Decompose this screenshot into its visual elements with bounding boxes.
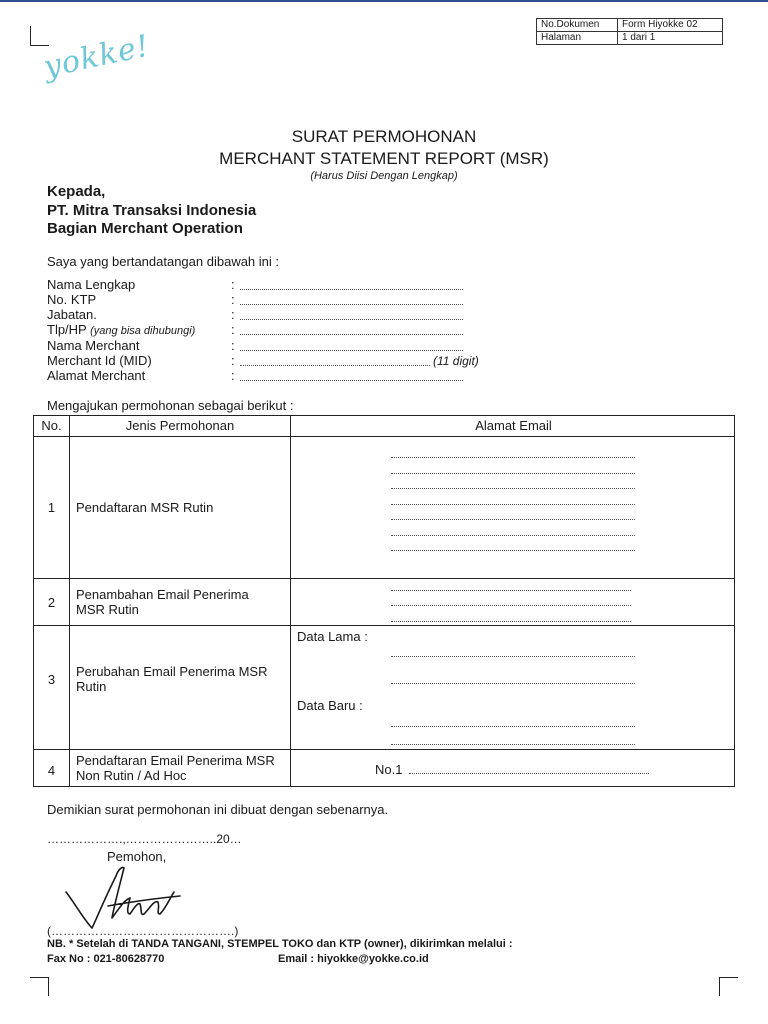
footer-note: NB. * Setelah di TANDA TANGANI, STEMPEL TOKO dan KTP (owner), dikirimkan melalui :	[47, 938, 513, 950]
email-input-row-1[interactable]	[391, 504, 635, 505]
email-input-row-1[interactable]	[391, 488, 635, 489]
field-colon: :	[231, 307, 235, 322]
adhoc-email-prefix: No.1	[375, 762, 403, 777]
field-label-merchant-address: Alamat Merchant	[47, 368, 146, 383]
doc-number-value: Form Hiyokke 02	[618, 19, 723, 32]
table-row-2-no: 2	[47, 595, 56, 610]
email-input-row-1[interactable]	[391, 519, 635, 520]
handwritten-signature	[60, 862, 190, 932]
field-input-merchant-name[interactable]	[240, 350, 463, 351]
closing-statement: Demikian surat permohonan ini dibuat dengan sebenarnya.	[47, 802, 389, 817]
field-input-mid[interactable]	[240, 365, 430, 366]
field-label-mid: Merchant Id (MID)	[47, 353, 152, 368]
title-subtitle: (Harus Diisi Dengan Lengkap)	[310, 170, 458, 182]
field-input-full-name[interactable]	[240, 289, 463, 290]
table-divider	[34, 436, 734, 437]
email-input-row-1[interactable]	[391, 535, 635, 536]
table-row-4-no: 4	[47, 763, 56, 778]
field-colon: :	[231, 322, 235, 337]
document-reference-box	[536, 18, 723, 45]
title-line-1: SURAT PERMOHONAN	[291, 127, 477, 146]
table-divider	[34, 749, 734, 750]
email-input-row-2[interactable]	[391, 621, 631, 622]
title-line-2: MERCHANT STATEMENT REPORT (MSR)	[219, 149, 549, 168]
intro-text: Saya yang bertandatangan dibawah ini :	[47, 254, 280, 269]
addressee-line-3: Bagian Merchant Operation	[47, 220, 243, 237]
new-email-input[interactable]	[391, 744, 635, 745]
email-input-row-2[interactable]	[391, 590, 631, 591]
new-data-label: Data Baru :	[297, 698, 363, 713]
field-label-phone-text: Tlp/HP	[47, 322, 87, 337]
old-email-input[interactable]	[391, 683, 635, 684]
field-input-merchant-address[interactable]	[240, 380, 463, 381]
old-email-input[interactable]	[391, 656, 635, 657]
new-email-input[interactable]	[391, 726, 635, 727]
field-input-phone[interactable]	[240, 334, 463, 335]
field-colon: :	[231, 338, 235, 353]
field-colon: :	[231, 292, 235, 307]
email-input-row-1[interactable]	[391, 550, 635, 551]
applicant-label: Pemohon,	[107, 849, 167, 864]
table-row-1-type: Pendaftaran MSR Rutin	[76, 500, 214, 515]
table-divider	[290, 416, 291, 786]
place-date-line[interactable]: ……………….,…………………..20…	[47, 832, 242, 846]
adhoc-email-input[interactable]	[409, 773, 649, 774]
table-row-4-type: Pendaftaran Email Penerima MSR Non Rutin / Ad Hoc	[76, 753, 275, 783]
field-colon: :	[231, 353, 235, 368]
field-colon: :	[231, 368, 235, 383]
table-divider	[34, 625, 734, 626]
table-row-3-no: 3	[47, 672, 56, 687]
corner-mark-bottom-right	[719, 977, 738, 996]
field-label-full-name: Nama Lengkap	[47, 277, 136, 292]
doc-number-label: No.Dokumen	[537, 19, 618, 32]
table-row-2-type: Penambahan Email Penerima MSR Rutin	[76, 587, 249, 617]
footer-fax: Fax No : 021-80628770	[47, 953, 165, 965]
old-data-label: Data Lama :	[297, 629, 368, 644]
page-label: Halaman	[537, 32, 618, 45]
field-label-phone-note: (yang bisa dihubungi)	[90, 325, 196, 337]
table-row-1-no: 1	[47, 500, 56, 515]
email-input-row-1[interactable]	[391, 457, 635, 458]
email-input-row-1[interactable]	[391, 473, 635, 474]
addressee-line-2: PT. Mitra Transaksi Indonesia	[47, 202, 257, 219]
field-label-ktp: No. KTP	[47, 292, 97, 307]
email-input-row-2[interactable]	[391, 605, 631, 606]
field-input-ktp[interactable]	[240, 304, 463, 305]
table-row-3-type: Perubahan Email Penerima MSR Rutin	[76, 664, 268, 694]
table-divider	[34, 578, 734, 579]
page-value: 1 dari 1	[618, 32, 723, 45]
mid-digit-note: (11 digit)	[433, 354, 479, 368]
signature-name-bracket[interactable]: (……………………………………….)	[47, 924, 239, 938]
request-table	[33, 415, 735, 787]
table-header-email: Alamat Email	[475, 418, 552, 433]
request-intro: Mengajukan permohonan sebagai berikut :	[47, 398, 294, 413]
table-header-no: No.	[41, 418, 62, 433]
field-label-merchant-name: Nama Merchant	[47, 338, 140, 353]
table-header-type: Jenis Permohonan	[125, 418, 235, 433]
table-divider	[69, 416, 70, 786]
corner-mark-bottom-left	[30, 977, 49, 996]
corner-mark-top-left	[30, 26, 49, 46]
field-label-phone	[47, 322, 195, 337]
field-colon: :	[231, 277, 235, 292]
field-label-position: Jabatan.	[47, 307, 97, 322]
yokke-logo: yokke!	[40, 28, 153, 85]
addressee-line-1: Kepada,	[47, 183, 106, 200]
footer-email: Email : hiyokke@yokke.co.id	[278, 953, 429, 965]
top-border	[0, 0, 768, 2]
field-input-position[interactable]	[240, 319, 463, 320]
